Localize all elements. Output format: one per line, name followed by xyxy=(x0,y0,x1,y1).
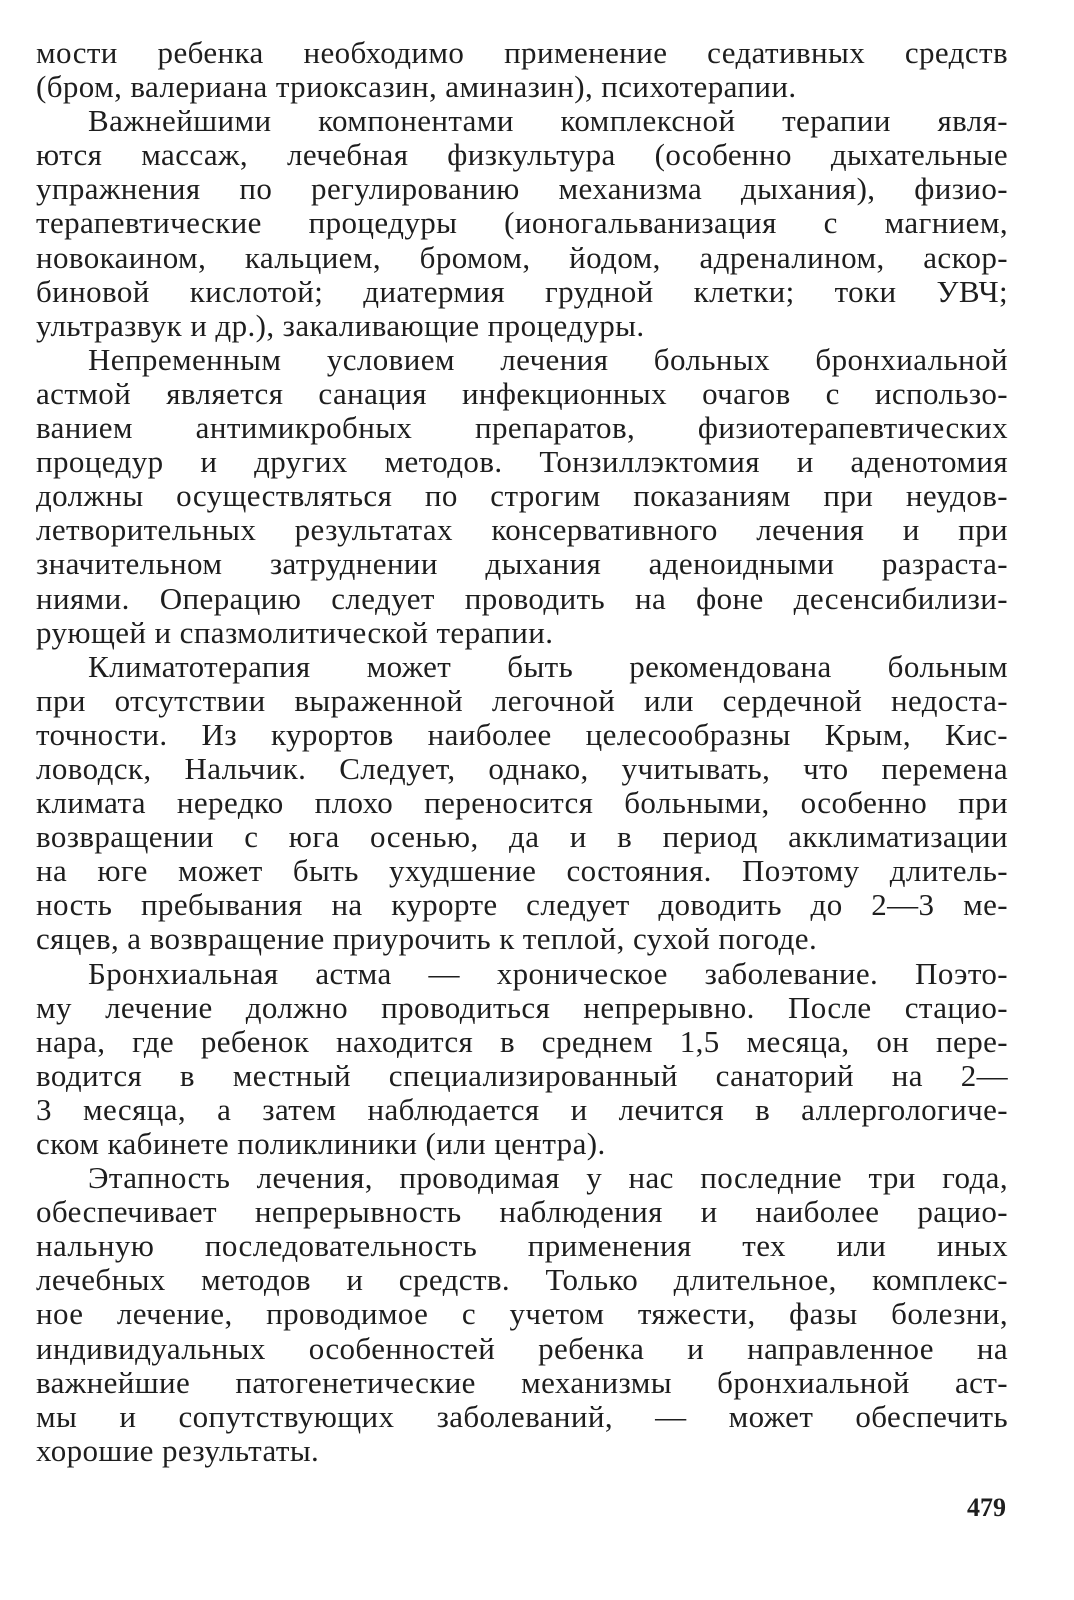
text-line: нара, где ребенок находится в среднем 1,5 месяца, он пере- xyxy=(36,1023,1008,1059)
text-line: Важнейшими компонентами комплексной терапии явля- xyxy=(88,103,1008,139)
text-line: ловодск, Нальчик. Следует, однако, учитывать, что перемена xyxy=(36,750,1008,786)
paragraph xyxy=(36,343,1008,650)
text-line: индивидуальных особенностей ребенка и направленное на xyxy=(36,1330,1008,1366)
text-line: при отсутствии выраженной легочной или сердечной недоста- xyxy=(36,682,1008,718)
text-line: терапевтические процедуры (ионогальванизация с магнием, xyxy=(36,205,1008,241)
text-line: ются массаж, лечебная физкультура (особенно дыхательные xyxy=(36,137,1008,173)
text-line: на юге может быть ухудшение состояния. Поэтому длитель- xyxy=(36,853,1008,889)
text-line: должны осуществляться по строгим показаниям при неудов- xyxy=(36,478,1008,514)
text-line: важнейшие патогенетические механизмы бронхиальной аст- xyxy=(36,1364,1008,1400)
text-line: 3 месяца, а затем наблюдается и лечится в аллергологиче- xyxy=(36,1091,1008,1127)
text-line: Этапность лечения, проводимая у нас последние три года, xyxy=(88,1160,1008,1196)
text-line: водится в местный специализированный санаторий на 2— xyxy=(36,1057,1008,1093)
text-line: обеспечивает непрерывность наблюдения и наиболее рацио- xyxy=(36,1194,1008,1230)
page-body xyxy=(36,36,1008,1468)
text-line: Климатотерапия может быть рекомендована больным xyxy=(88,648,1008,684)
text-line: Непременным условием лечения больных бронхиальной xyxy=(88,341,1008,377)
paragraph xyxy=(36,36,1008,104)
paragraph xyxy=(36,104,1008,343)
text-line: упражнения по регулированию механизма дыхания), физио- xyxy=(36,171,1008,207)
paragraph xyxy=(36,957,1008,1162)
text-line: сяцев, а возвращение приурочить к теплой, сухой погоде. xyxy=(36,921,818,957)
text-line: ность пребывания на курорте следует доводить до 2—3 ме- xyxy=(36,887,1008,923)
text-line: нальную последовательность применения тех или иных xyxy=(36,1228,1008,1264)
text-line: (бром, валериана триоксазин, аминазин), психотерапии. xyxy=(36,69,797,105)
text-line: ультразвук и др.), закаливающие процедуры. xyxy=(36,307,645,343)
text-line: летворительных результатах консервативного лечения и при xyxy=(36,512,1008,548)
text-line: климата нередко плохо переносится больными, особенно при xyxy=(36,785,1008,821)
text-line: ванием антимикробных препаратов, физиотерапевтических xyxy=(36,410,1008,446)
text-line: Бронхиальная астма — хроническое заболевание. Поэто- xyxy=(88,955,1008,991)
text-line: новокаином, кальцием, бромом, йодом, адреналином, аскор- xyxy=(36,239,1008,275)
text-line: возвращении с юга осенью, да и в период акклиматизации xyxy=(36,819,1008,855)
text-line: биновой кислотой; диатермия грудной клетки; токи УВЧ; xyxy=(36,273,1008,309)
text-line: лечебных методов и средств. Только длительное, комплекс- xyxy=(36,1262,1008,1298)
paragraph xyxy=(36,1161,1008,1468)
text-line: точности. Из курортов наиболее целесообразны Крым, Кис- xyxy=(36,716,1008,752)
text-line: мы и сопутствующих заболеваний, — может обеспечить xyxy=(36,1398,1008,1434)
text-line: мости ребенка необходимо применение седативных средств xyxy=(36,35,1008,70)
text-line: ском кабинете поликлиники (или центра). xyxy=(36,1126,606,1161)
text-line: ное лечение, проводимое с учетом тяжести, фазы болезни, xyxy=(36,1296,1008,1332)
text-line: рующей и спазмолитической терапии. xyxy=(36,614,554,650)
text-line: хорошие результаты. xyxy=(36,1432,320,1468)
text-line: процедур и других методов. Тонзиллэктомия и аденотомия xyxy=(36,444,1008,480)
text-line: астмой является санация инфекционных очагов с использо- xyxy=(36,375,1008,411)
paragraph xyxy=(36,650,1008,957)
text-line: му лечение должно проводиться непрерывно. После стацио- xyxy=(36,989,1008,1025)
text-line: ниями. Операцию следует проводить на фоне десенсибилизи- xyxy=(36,580,1008,616)
page-number: 479 xyxy=(967,1493,1006,1522)
text-line: значительном затруднении дыхания аденоидными разраста- xyxy=(36,546,1008,582)
